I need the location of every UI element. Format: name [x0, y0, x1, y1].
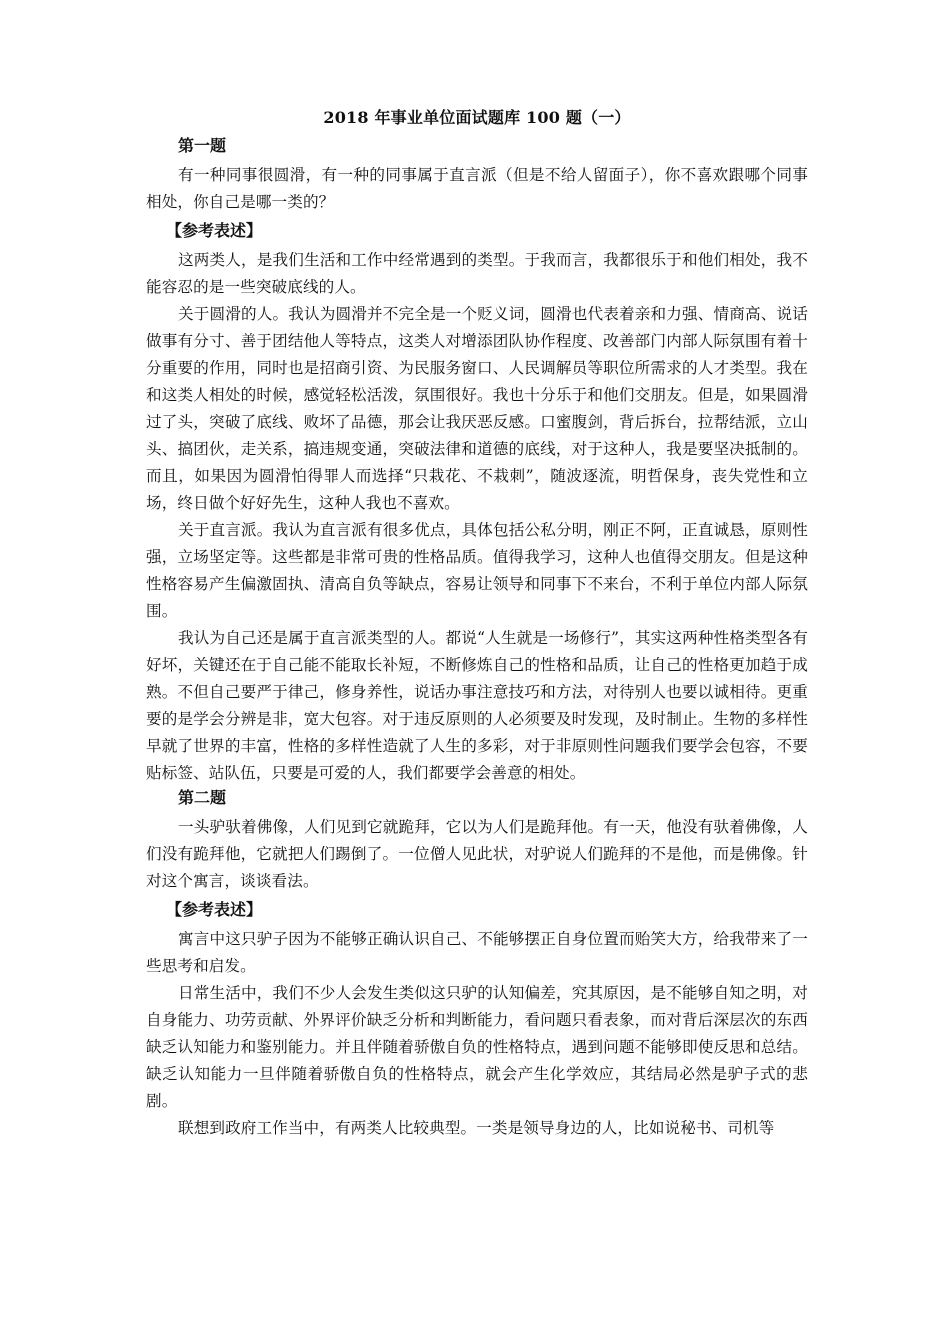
question-2-answer-label: 【参考表述】 — [166, 900, 263, 919]
question-1-heading: 第一题 — [178, 136, 227, 155]
question-2-answer-paragraph: 寓言中这只驴子因为不能够正确认识自己、不能够摆正自身位置而贻笑大方，给我带来了一些思考和启发。 — [146, 930, 808, 975]
question-2-answer-paragraph: 联想到政府工作当中，有两类人比较典型。一类是领导身边的人，比如说秘书、司机等 — [178, 1119, 775, 1137]
question-2-heading: 第二题 — [178, 788, 227, 807]
document-page — [146, 108, 808, 1142]
question-1-answer-paragraph: 我认为自己还是属于直言派类型的人。都说“人生就是一场修行”，其实这两种性格类型各有好坏，关键还在于自己能不能取长补短，不断修炼自己的性格和品质，让自己的性格更加趋于成熟。不但自己要严于律己，修身养性，说话办事注意技巧和方法，对待别人也要以诚相待。更重要的是学会分辨是非，宽大包容。对于违反原则的人必须要及时发现，及时制止。生物的多样性早就了世界的丰富，性格的多样性造就了人生的多彩，对于非原则性问题我们要学会包容，不要贴标签、站队伍，只要是可爱的人，我们都要学会善意的相处。 — [146, 629, 808, 782]
question-1-answer-paragraph: 关于直言派。我认为直言派有很多优点，具体包括公私分明，刚正不阿，正直诚恳，原则性强，立场坚定等。这些都是非常可贵的性格品质。值得我学习，这种人也值得交朋友。但是这种性格容易产生偏激固执、清高自负等缺点，容易让领导和同事下不来台，不利于单位内部人际氛围。 — [146, 521, 808, 620]
document-title: 2018 年事业单位面试题库 100 题（一） — [323, 108, 631, 127]
question-2-answer-paragraph: 日常生活中，我们不少人会发生类似这只驴的认知偏差，究其原因，是不能够自知之明，对自身能力、功劳贡献、外界评价缺乏分析和判断能力，看问题只看表象，而对背后深层次的东西缺乏认知能力和鉴别能力。并且伴随着骄傲自负的性格特点，遇到问题不能够即使反思和总结。缺乏认知能力一旦伴随着骄傲自负的性格特点，就会产生化学效应，其结局必然是驴子式的悲剧。 — [146, 984, 808, 1110]
question-2-text: 一头驴驮着佛像，人们见到它就跪拜，它以为人们是跪拜他。有一天，他没有驮着佛像，人们没有跪拜他，它就把人们踢倒了。一位僧人见此状，对驴说人们跪拜的不是他，而是佛像。针对这个寓言，谈谈看法。 — [146, 818, 808, 890]
question-1-answer-label: 【参考表述】 — [166, 221, 263, 240]
question-1-text: 有一种同事很圆滑，有一种的同事属于直言派（但是不给人留面子），你不喜欢跟哪个同事相处，你自己是哪一类的？ — [146, 166, 808, 211]
question-1-answer-paragraph: 关于圆滑的人。我认为圆滑并不完全是一个贬义词，圆滑也代表着亲和力强、情商高、说话做事有分寸、善于团结他人等特点，这类人对增添团队协作程度、改善部门内部人际氛围有着十分重要的作用，同时也是招商引资、为民服务窗口、人民调解员等职位所需求的人才类型。我在和这类人相处的时候，感觉轻松活泼，氛围很好。我也十分乐于和他们交朋友。但是，如果圆滑过了头，突破了底线、败坏了品德，那会让我厌恶反感。口蜜腹剑，背后拆台，拉帮结派，立山头、搞团伙，走关系，搞违规变通，突破法律和道德的底线，对于这种人，我是要坚决抵制的。而且，如果因为圆滑怕得罪人而选择“只栽花、不栽刺”，随波逐流，明哲保身，丧失党性和立场，终日做个好好先生，这种人我也不喜欢。 — [146, 305, 808, 512]
question-1-answer-paragraph: 这两类人，是我们生活和工作中经常遇到的类型。于我而言，我都很乐于和他们相处，我不能容忍的是一些突破底线的人。 — [146, 251, 808, 296]
